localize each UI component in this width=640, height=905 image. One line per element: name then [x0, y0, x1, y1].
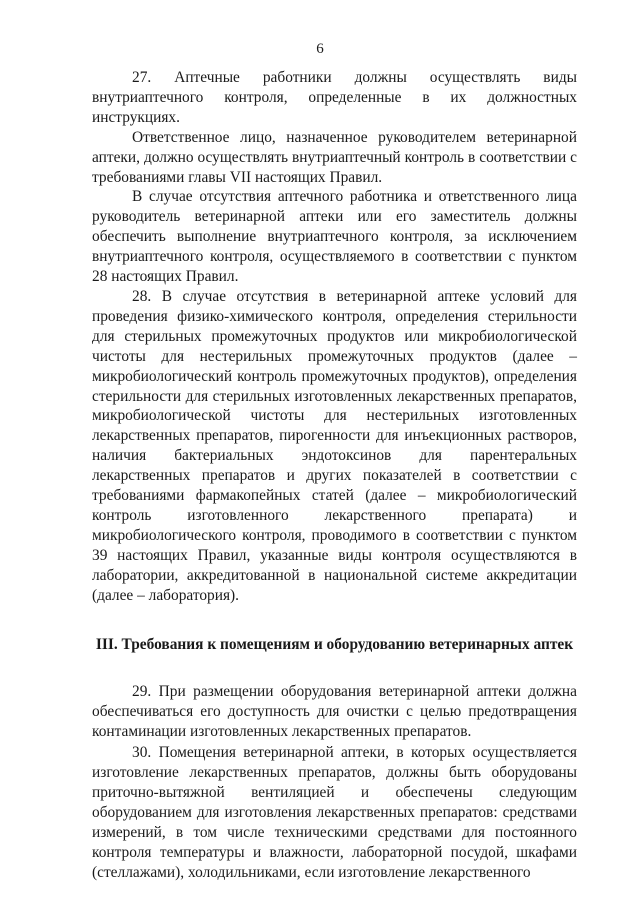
paragraph-28: 28. В случае отсутствия в ветеринарной аптеке условий для проведения физико-химического контроля, определения стерильности для стерильных промежуточных продуктов или микробиологической чистоты для нестерильных промежуточных продуктов (далее – микробиологический контроль промежуточных продуктов), определения стерильности для стерильных изготовленных лекарственных препаратов, микробиологической чистоты для нестерильных изготовленных лекарственных препаратов, пирогенности для инъекционных растворов, наличия бактериальных эндотоксинов для парентеральных лекарственных препаратов и других показателей в соответствии с требованиями фармакопейных статей (далее – микробиологический контроль изготовленного лекарственного препарата) и микробиологического контроля, проводимого в соответствии с пунктом 39 настоящих Правил, указанные виды контроля осуществляются в лаборатории, аккредитованной в национальной системе аккредитации (далее – лаборатория). — [92, 287, 577, 604]
document-body — [92, 68, 577, 882]
paragraph-29: 29. При размещении оборудования ветеринарной аптеки должна обеспечиваться его доступность для очистки с целью предотвращения контаминации изготовленных лекарственных препаратов. — [92, 683, 577, 741]
page-number: 6 — [316, 41, 324, 57]
paragraph-absence-case: В случае отсутствия аптечного работника и ответственного лица руководитель ветеринарной аптеки или его заместитель должны обеспечить выполнение внутриаптечного контроля, за исключением внутриаптечного контроля, осуществляемого в соответствии с пунктом 28 настоящих Правил. — [92, 188, 577, 286]
paragraph-30: 30. Помещения ветеринарной аптеки, в которых осуществляется изготовление лекарственных препаратов, должны быть оборудованы приточно-вытяжной вентиляцией и обеспечены следующим оборудованием для изготовления лекарственных препаратов: средствами измерений, в том числе техническими средствами для постоянного контроля температуры и влажности, лабораторной посудой, шкафами (стеллажами), холодильниками, если изготовление лекарственного — [92, 744, 577, 881]
section-heading: III. Требования к помещениям и оборудованию ветеринарных аптек — [95, 636, 574, 654]
paragraph-27: 27. Аптечные работники должны осуществлять виды внутриаптечного контроля, определенные в их должностных инструкциях. — [92, 69, 577, 126]
paragraph-responsible-person: Ответственное лицо, назначенное руководителем ветеринарной аптеки, должно осуществлять внутриаптечный контроль в соответствии с требованиями главы VII настоящих Правил. — [92, 128, 577, 186]
